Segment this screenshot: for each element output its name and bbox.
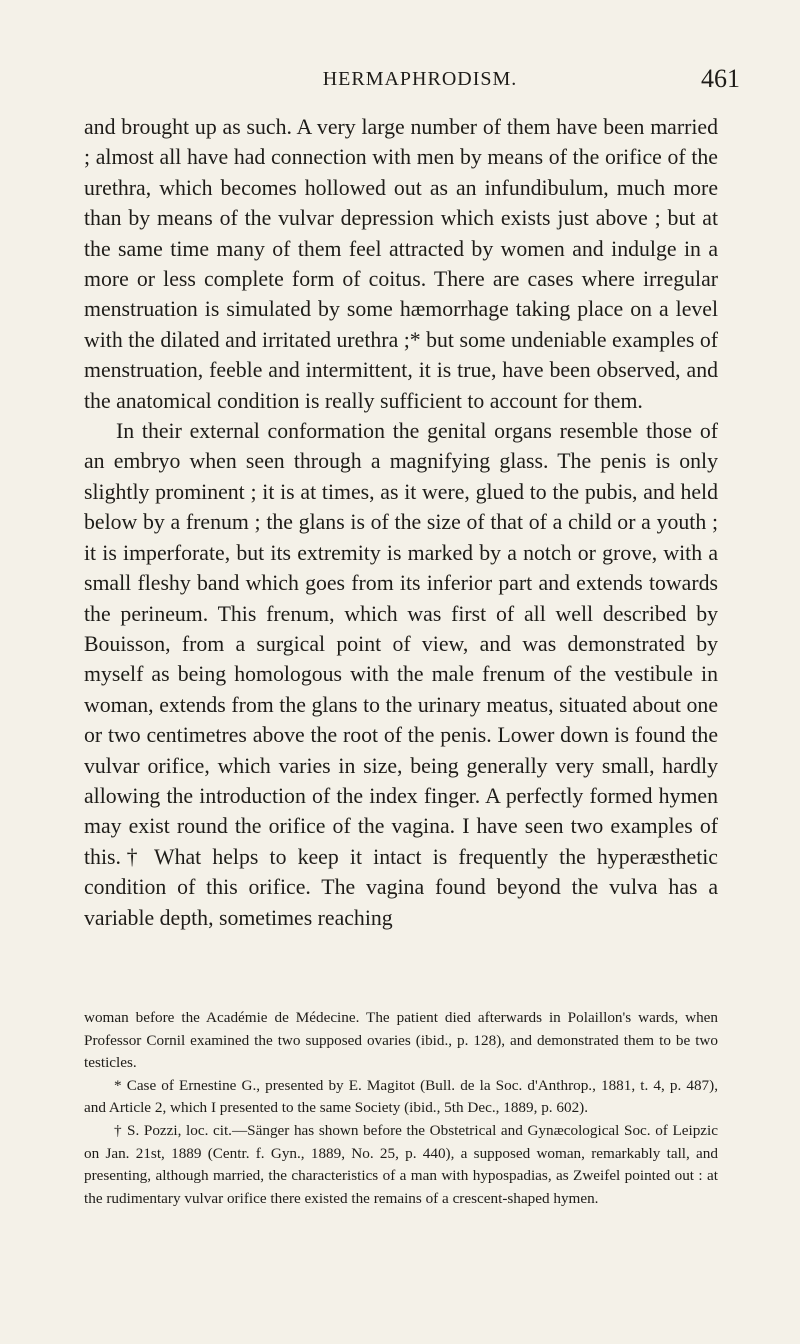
footnote-continuation: woman before the Académie de Médecine. The patient died afterwards in Polaillon's wards, when Professor Cornil examined the two supposed ovaries (ibid., p. 128), and demonstrated them to be two testicles. [84, 1009, 718, 1072]
main-text [84, 112, 718, 933]
paragraph-continuation: and brought up as such. A very large number of them have been married ; almost all have had connection with men by means of the orifice of the urethra, which becomes hollowed out as an infundibulum, much more than by means of the vulvar depression which exists just above ; but at the same time many of them feel attracted by women and indulge in a more or less complete form of coitus. There are cases where irregular menstruation is simulated by some hæmorrhage taking place on a level with the dilated and irritated urethra ;* but some undeniable examples of menstruation, feeble and intermittent, it is true, have been observed, and the anatomical condition is really sufficient to account for them. [84, 115, 718, 413]
page-header [100, 64, 740, 102]
footnotes [84, 1007, 718, 1210]
footnote-dagger: † S. Pozzi, loc. cit.—Sänger has shown before the Obstetrical and Gynæcological Soc. of Leipzic on Jan. 21st, 1889 (Centr. f. Gyn., 1889, No. 25, p. 440), a supposed woman, remarkably tall, and presenting, although married, the characteristics of a man with hypospadias, as Zweifel pointed out : at the rudimentary vulvar orifice there existed the remains of a crescent-shaped hymen. [84, 1121, 718, 1207]
running-title: HERMAPHRODISM. [322, 68, 518, 90]
footnote-asterisk: * Case of Ernestine G., presented by E. Magitot (Bull. de la Soc. d'Anthrop., 1881, t. 4, p. 487), and Article 2, which I presented to the same Society (ibid., 5th Dec., 1889, p. 602). [84, 1076, 718, 1117]
paragraph-genital-conformation: In their external conformation the genital organs resemble those of an embryo when seen through a magnifying glass. The penis is only slightly prominent ; it is at times, as it were, glued to the pubis, and held below by a frenum ; the glans is of the size of that of a child or a youth ; it is imperforate, but its extremity is marked by a notch or grove, with a small fleshy band which goes from its inferior part and extends towards the perineum. This frenum, which was first of all well described by Bouisson, from a surgical point of view, and was demonstrated by myself as being homologous with the male frenum of the vestibule in woman, extends from the glans to the urinary meatus, situated about one or two centimetres above the root of the penis. Lower down is found the vulvar orifice, which varies in size, being generally very small, hardly allowing the introduction of the index finger. A perfectly formed hymen may exist round the orifice of the vagina. I have seen two examples of this.† What helps to keep it intact is frequently the hyperæsthetic condition of this orifice. The vagina found beyond the vulva has a variable depth, sometimes reaching [84, 419, 718, 930]
page-number: 461 [701, 64, 740, 93]
